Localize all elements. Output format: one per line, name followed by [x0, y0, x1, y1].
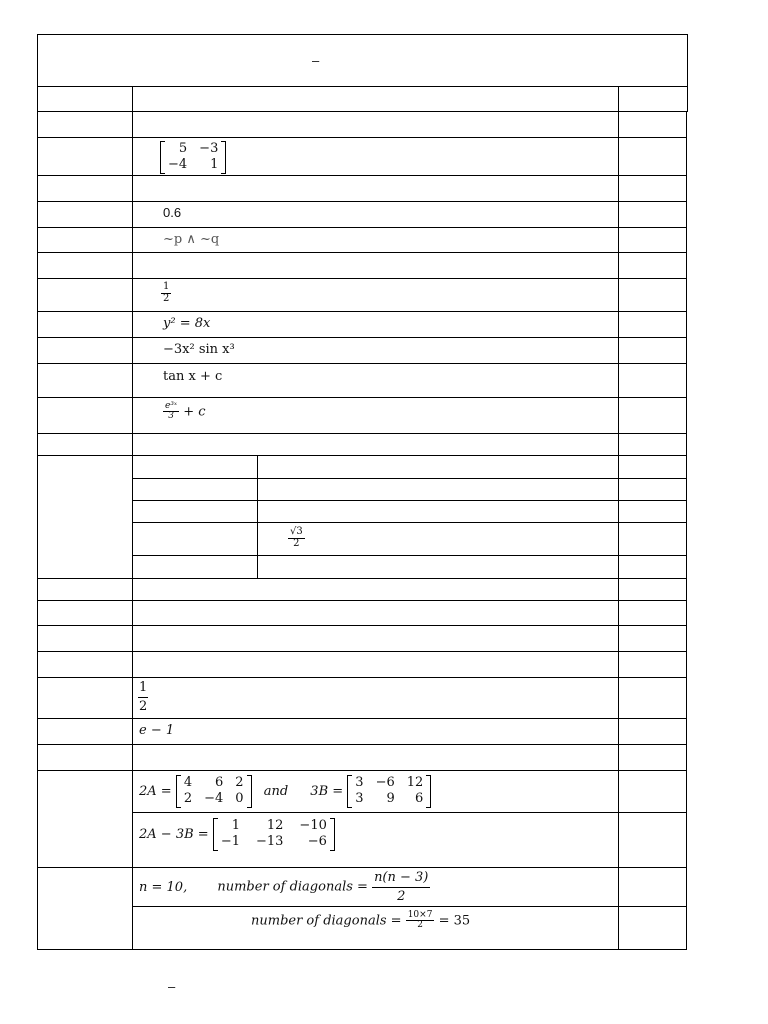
table-left-border	[37, 34, 38, 949]
row-divider	[37, 227, 687, 228]
matrix-cell: 12	[266, 818, 284, 833]
matrix-cell: 3	[355, 791, 364, 807]
fraction-denominator: 2	[293, 537, 300, 549]
row-divider	[37, 455, 687, 456]
subrow-divider	[132, 478, 687, 479]
footer-dash: –	[168, 979, 176, 994]
row-divider	[37, 625, 687, 626]
three-b-label: 3B =	[310, 783, 344, 799]
answer-derivative: −3x² sin x³	[163, 342, 235, 357]
matrix-cell: 1	[231, 818, 240, 833]
matrix-cell: 12	[406, 775, 424, 790]
fraction-denominator: 2	[139, 698, 148, 714]
row-divider	[37, 677, 687, 678]
matrix-cell: 5	[178, 141, 188, 156]
matrix-cell: 0	[235, 791, 244, 807]
right-bracket	[221, 141, 226, 174]
fraction-denominator: 2	[417, 920, 423, 931]
matrix-cell: 9	[386, 791, 395, 807]
row-divider	[37, 201, 687, 202]
row-divider	[37, 137, 687, 138]
n-value: n = 10,	[139, 879, 188, 895]
fraction-denominator: 2	[163, 292, 170, 304]
diagonals-label: number of diagonals =	[217, 879, 368, 895]
header-right-border	[687, 34, 688, 111]
matrix-cell: −1	[220, 834, 240, 850]
row-divider	[37, 278, 687, 279]
matrix-difference	[213, 818, 335, 851]
matrix-cell: 4	[183, 775, 193, 790]
fraction-numerator: 1	[163, 281, 170, 292]
answer-integral-exp	[163, 402, 206, 422]
matrix-cell: −4	[204, 791, 224, 807]
answer-probability: 0.6	[163, 205, 182, 220]
matrix-cell: −13	[255, 834, 284, 850]
fraction-denominator: 3	[168, 411, 174, 422]
row-divider	[37, 337, 687, 338]
matrix-cell: 2	[183, 791, 193, 807]
matrix-cell: −10	[299, 818, 327, 833]
diagonals-label: number of diagonals =	[251, 913, 402, 929]
matrix-2a	[176, 775, 252, 808]
row-divider	[37, 363, 687, 364]
row-divider	[37, 86, 688, 87]
subcolumn-divider	[257, 455, 258, 578]
subrow-divider	[132, 522, 687, 523]
row-divider	[37, 718, 687, 719]
subrow-divider	[132, 906, 687, 907]
matrix-cell: −3	[199, 141, 219, 156]
row-divider	[37, 770, 687, 771]
row-divider	[37, 111, 688, 112]
matrix-cell: −4	[168, 157, 188, 173]
row-divider	[37, 252, 687, 253]
row-divider	[37, 744, 687, 745]
table-bottom-border	[37, 949, 687, 950]
right-bracket	[330, 818, 335, 851]
answer-integral-tan: tan x + c	[163, 369, 223, 384]
fraction-numerator: e³ˣ	[165, 401, 178, 411]
difference-label: 2A − 3B =	[139, 826, 209, 842]
row-divider	[37, 867, 687, 868]
row-divider	[37, 433, 687, 434]
row-divider	[37, 578, 687, 579]
row-divider	[37, 651, 687, 652]
answer-e-minus-one: e − 1	[139, 723, 175, 738]
row-divider	[37, 600, 687, 601]
matrix-cell: 6	[215, 775, 224, 790]
column-divider-marks	[618, 86, 619, 949]
right-bracket	[247, 775, 252, 808]
fraction-numerator: n(n − 3)	[372, 871, 430, 888]
subrow-divider	[132, 555, 687, 556]
answer-parabola: y² = 8x	[163, 316, 211, 331]
answer-diagonals-calculation	[251, 911, 470, 931]
and-word: and	[263, 783, 289, 799]
row-divider	[37, 311, 687, 312]
two-a-label: 2A =	[139, 783, 172, 799]
answer-fraction-half-small	[161, 282, 171, 304]
fraction-denominator: 2	[397, 888, 406, 904]
subrow-divider	[132, 812, 687, 813]
table-top-border	[37, 34, 688, 35]
fraction-numerator: √3	[290, 526, 303, 537]
answer-2a-minus-3b	[139, 818, 335, 851]
right-bracket	[426, 775, 431, 808]
row-divider	[37, 175, 687, 176]
matrix-cell: 2	[235, 775, 244, 790]
matrix-inverse	[160, 141, 226, 174]
column-divider-number	[132, 86, 133, 949]
row-divider	[37, 397, 687, 398]
plus-constant: + c	[183, 404, 206, 420]
answer-sqrt3-over-2	[288, 527, 305, 549]
answer-fraction-half	[138, 681, 148, 713]
matrix-cell: 6	[415, 791, 424, 807]
subrow-divider	[132, 500, 687, 501]
header-title-dash: –	[312, 53, 320, 68]
answer-2a-3b	[139, 775, 431, 808]
fraction-numerator: 1	[138, 681, 148, 698]
answer-logic: ~p ∧ ~q	[163, 232, 220, 247]
answer-matrix-inverse	[160, 141, 226, 174]
table-right-border	[686, 111, 687, 949]
matrix-cell: 1	[210, 157, 219, 173]
diagonals-result: = 35	[438, 913, 471, 929]
answer-diagonals-formula	[139, 871, 430, 903]
matrix-cell: 3	[355, 775, 364, 790]
matrix-3b	[347, 775, 431, 808]
matrix-cell: −6	[307, 834, 327, 850]
fraction-numerator: 10×7	[407, 910, 433, 920]
matrix-cell: −6	[375, 775, 395, 790]
